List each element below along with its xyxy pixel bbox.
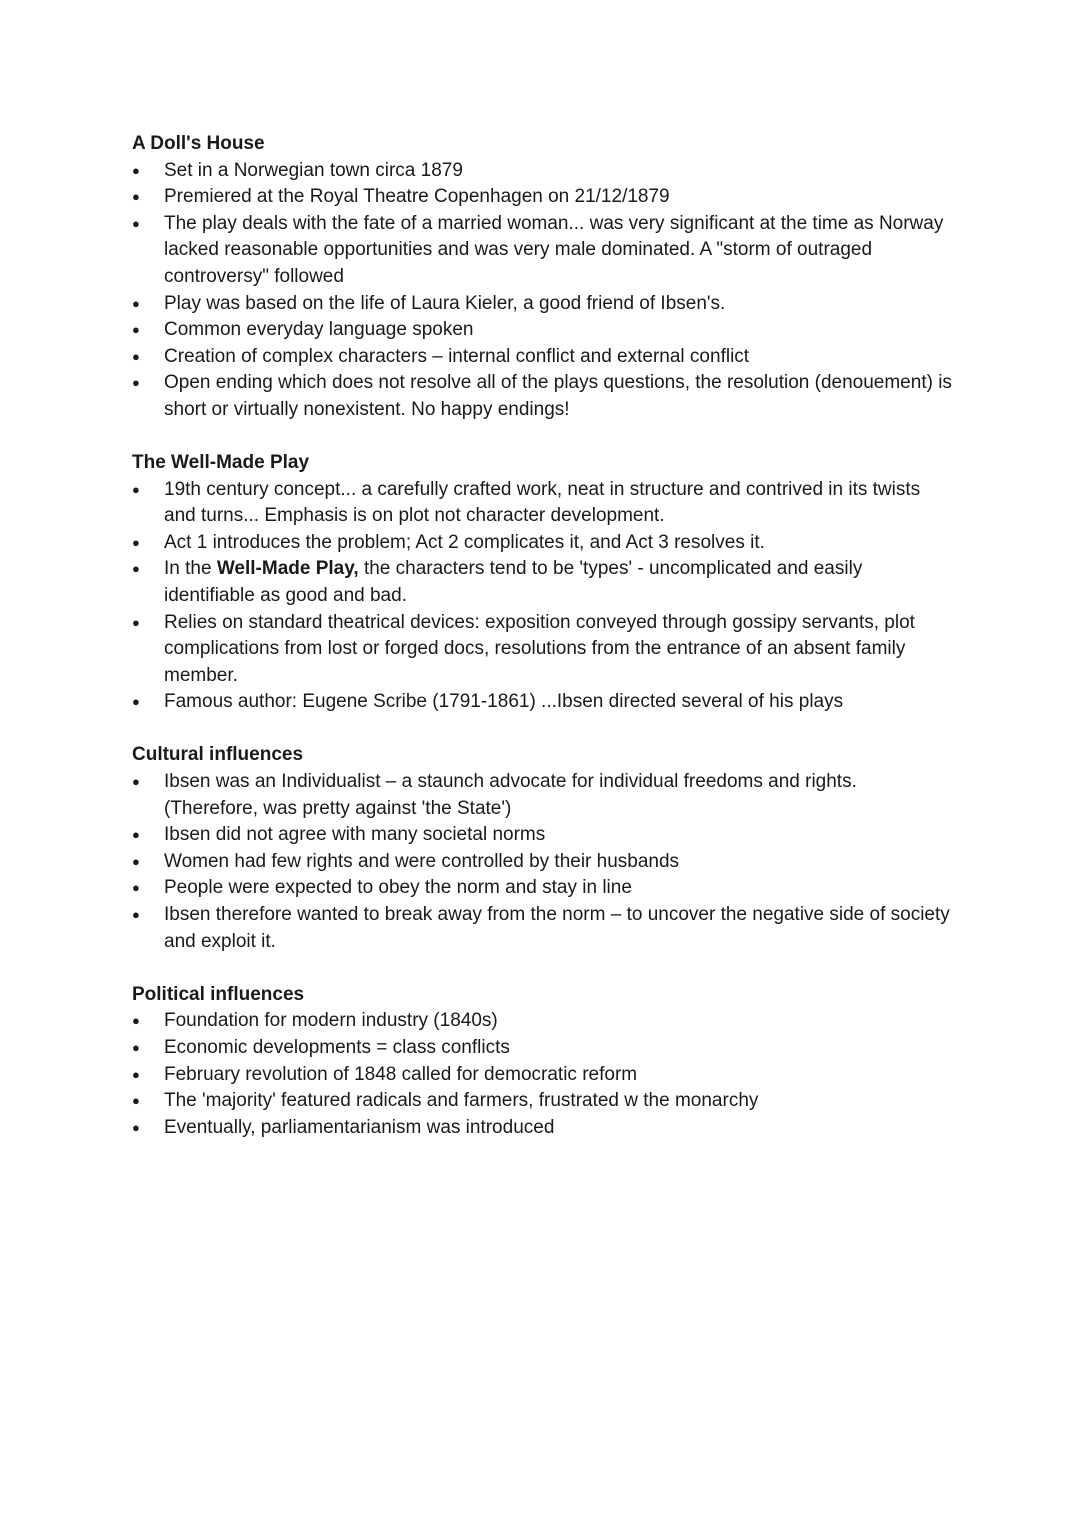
list-item-text: Common everyday language spoken	[164, 319, 474, 341]
section-dolls-house	[132, 131, 952, 424]
bullet-icon: ●	[132, 1119, 140, 1135]
bullet-icon: ●	[132, 534, 140, 550]
list-item-text: Act 1 introduces the problem; Act 2 complicates it, and Act 3 resolves it.	[164, 531, 765, 553]
list-item	[132, 477, 952, 530]
list-item-text: Women had few rights and were controlled by their husbands	[164, 850, 680, 872]
list-item	[132, 1062, 952, 1089]
bullet-icon: ●	[132, 375, 140, 391]
list-item-text: Premiered at the Royal Theatre Copenhagen on 21/12/1879	[164, 186, 670, 208]
bullet-icon: ●	[132, 1039, 140, 1055]
list-item-text: February revolution of 1848 called for democratic reform	[164, 1063, 638, 1085]
list-item-text: Eventually, parliamentarianism was introduced	[164, 1116, 555, 1138]
bullet-icon: ●	[132, 189, 140, 205]
list-item-text-bold: Well-Made Play,	[216, 558, 359, 580]
bullet-icon: ●	[132, 1013, 140, 1029]
list-item	[132, 530, 952, 557]
bullet-icon: ●	[132, 322, 140, 338]
list-item	[132, 370, 952, 423]
bullet-icon: ●	[132, 694, 140, 710]
bullet-icon: ●	[132, 614, 140, 630]
bullet-list	[132, 477, 952, 716]
bullet-icon: ●	[132, 853, 140, 869]
bullet-list	[132, 769, 952, 955]
list-item-text: The 'majority' featured radicals and farmers, frustrated w the monarchy	[164, 1090, 759, 1112]
list-item-text: The play deals with the fate of a married woman... was very significant at the time as Norway lacked reasonable opportunities and was very male dominated. A "storm of outraged controversy" followed	[164, 212, 944, 287]
list-item-text: Ibsen was an Individualist – a staunch advocate for individual freedoms and rights. (Therefore, was pretty against 'the State')	[164, 771, 857, 819]
list-item-text: Famous author: Eugene Scribe (1791-1861) ...Ibsen directed several of his plays	[164, 691, 844, 713]
list-item-text-after: the characters tend to be 'types' - uncomplicated and easily identifiable as good and bad.	[164, 558, 863, 606]
list-item	[132, 822, 952, 849]
bullet-icon: ●	[132, 295, 140, 311]
list-item-text: Set in a Norwegian town circa 1879	[164, 159, 463, 181]
bullet-icon: ●	[132, 907, 140, 923]
bullet-icon: ●	[132, 880, 140, 896]
list-item	[132, 1115, 952, 1142]
bullet-icon: ●	[132, 215, 140, 231]
bullet-icon: ●	[132, 561, 140, 577]
list-item	[132, 158, 952, 185]
section-well-made-play	[132, 450, 952, 716]
bullet-list	[132, 158, 952, 424]
list-item	[132, 344, 952, 371]
list-item-text: Creation of complex characters – internal conflict and external conflict	[164, 345, 750, 367]
list-item	[132, 211, 952, 291]
list-item-text: Economic developments = class conflicts	[164, 1036, 510, 1058]
bullet-icon: ●	[132, 1093, 140, 1109]
list-item-text: Ibsen therefore wanted to break away from the norm – to uncover the negative side of society and exploit it.	[164, 904, 950, 952]
list-item	[132, 1035, 952, 1062]
list-item-text: Relies on standard theatrical devices: exposition conveyed through gossipy servants, plot complications from lost or forged docs, resolutions from the entrance of an absent family member.	[164, 611, 915, 686]
list-item-text-before: In the	[164, 558, 217, 580]
bullet-icon: ●	[132, 162, 140, 178]
list-item	[132, 769, 952, 822]
list-item-text: Open ending which does not resolve all of the plays questions, the resolution (denouement) is short or virtually nonexistent. No happy endings!	[164, 372, 952, 420]
list-item	[132, 689, 952, 716]
list-item	[132, 1008, 952, 1035]
bullet-icon: ●	[132, 774, 140, 790]
list-item-text: Foundation for modern industry (1840s)	[164, 1010, 498, 1032]
bullet-icon: ●	[132, 481, 140, 497]
list-item-text: 19th century concept... a carefully crafted work, neat in structure and contrived in its twists and turns... Emphasis is on plot not character development.	[164, 478, 921, 527]
list-item	[132, 317, 952, 344]
list-item-text: Play was based on the life of Laura Kieler, a good friend of Ibsen's.	[164, 292, 726, 314]
section-heading: Cultural influences	[132, 744, 304, 766]
list-item	[132, 610, 952, 690]
list-item-text: Ibsen did not agree with many societal norms	[164, 824, 546, 846]
list-item	[132, 291, 952, 318]
section-heading: The Well-Made Play	[132, 452, 310, 474]
section-heading: Political influences	[132, 983, 305, 1005]
section-heading: A Doll's House	[132, 133, 265, 154]
list-item	[132, 875, 952, 902]
list-item	[132, 184, 952, 211]
bullet-list	[132, 1008, 952, 1141]
document-page	[132, 131, 952, 1168]
list-item	[132, 1088, 952, 1115]
bullet-icon: ●	[132, 827, 140, 843]
list-item	[132, 902, 952, 955]
section-political-influences	[132, 982, 952, 1142]
list-item	[132, 556, 952, 609]
list-item	[132, 849, 952, 876]
list-item-text: People were expected to obey the norm and stay in line	[164, 877, 632, 899]
bullet-icon: ●	[132, 1066, 140, 1082]
section-cultural-influences	[132, 742, 952, 955]
bullet-icon: ●	[132, 348, 140, 364]
